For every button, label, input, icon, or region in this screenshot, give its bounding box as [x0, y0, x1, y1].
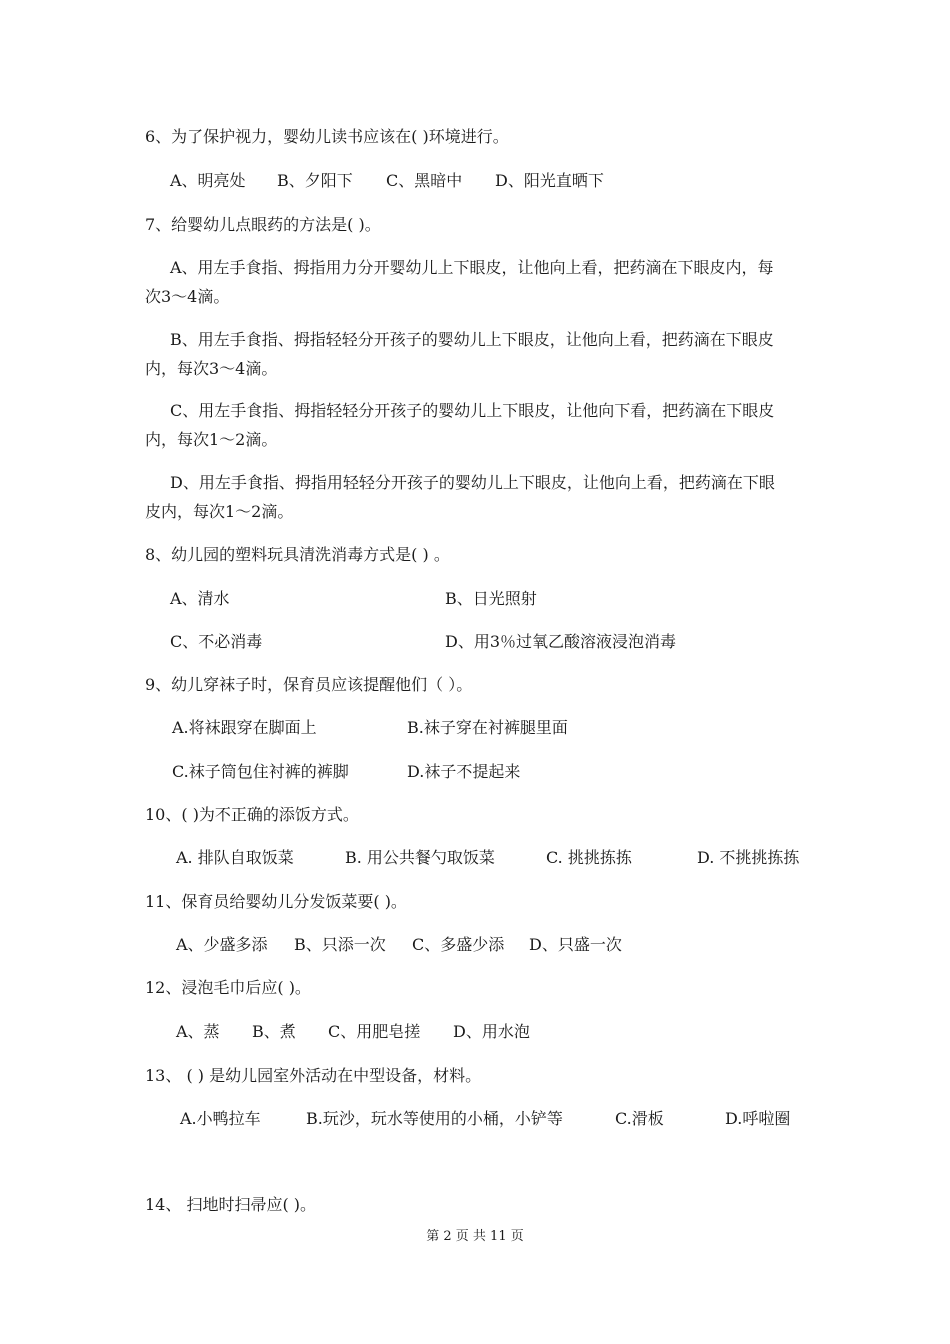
question-11-option-b: B、只添一次	[294, 935, 386, 954]
question-9-stem: 9、幼儿穿袜子时，保育员应该提醒他们（ ）。	[145, 675, 473, 694]
question-8-option-d: D、用3％过氧乙酸溶液浸泡消毒	[445, 632, 677, 651]
question-6-option-a: A、明亮处	[170, 171, 246, 190]
question-8-option-c: C、不必消毒	[170, 632, 263, 651]
question-11-option-c: C、多盛少添	[412, 935, 505, 954]
question-12-option-a: A、蒸	[176, 1022, 220, 1041]
question-14-stem: 14、 扫地时扫帚应( )。	[145, 1195, 317, 1214]
question-10-option-d: D. 不挑挑拣拣	[697, 848, 800, 867]
question-7-option-d-line-2: 皮内，每次1～2滴。	[145, 502, 294, 521]
question-9-option-c: C.袜子筒包住衬裤的裤脚	[172, 762, 349, 781]
question-11-option-d: D、只盛一次	[529, 935, 622, 954]
page-number-footer: 第 2 页 共 11 页	[426, 1229, 524, 1244]
question-6-option-c: C、黑暗中	[386, 171, 463, 190]
question-9-option-d: D.袜子不提起来	[407, 762, 521, 781]
question-7-option-b-line-1: B、用左手食指、拇指轻轻分开孩子的婴幼儿上下眼皮，让他向上看，把药滴在下眼皮	[170, 330, 774, 349]
question-8-option-a: A、清水	[170, 589, 230, 608]
question-7-stem: 7、给婴幼儿点眼药的方法是( )。	[145, 215, 381, 234]
question-10-stem: 10、( )为不正确的添饭方式。	[145, 805, 359, 824]
question-7-option-a-line-2: 次3～4滴。	[145, 287, 230, 306]
question-12-option-d: D、用水泡	[453, 1022, 530, 1041]
question-6-option-d: D、阳光直晒下	[495, 171, 604, 190]
question-6-stem: 6、为了保护视力，婴幼儿读书应该在( )环境进行。	[145, 127, 509, 146]
question-13-option-a: A.小鸭拉车	[180, 1109, 261, 1128]
question-13-option-b: B.玩沙，玩水等使用的小桶，小铲等	[306, 1109, 563, 1128]
question-8-option-b: B、日光照射	[445, 589, 537, 608]
question-7-option-b-line-2: 内，每次3～4滴。	[145, 359, 278, 378]
question-10-option-b: B. 用公共餐勺取饭菜	[345, 848, 495, 867]
question-7-option-c-line-1: C、用左手食指、拇指轻轻分开孩子的婴幼儿上下眼皮，让他向下看，把药滴在下眼皮	[170, 401, 775, 420]
question-9-option-a: A.将袜跟穿在脚面上	[172, 718, 317, 737]
question-12-option-c: C、用肥皂搓	[328, 1022, 421, 1041]
question-12-option-b: B、煮	[252, 1022, 296, 1041]
question-11-option-a: A、少盛多添	[176, 935, 268, 954]
question-8-stem: 8、幼儿园的塑料玩具清洗消毒方式是( ) 。	[145, 545, 450, 564]
question-13-option-c: C.滑板	[615, 1109, 664, 1128]
question-13-option-d: D.呼啦圈	[725, 1109, 791, 1128]
question-12-stem: 12、浸泡毛巾后应( )。	[145, 978, 311, 997]
question-9-option-b: B.袜子穿在衬裤腿里面	[407, 718, 568, 737]
question-10-option-a: A. 排队自取饭菜	[176, 848, 294, 867]
question-7-option-c-line-2: 内，每次1～2滴。	[145, 430, 278, 449]
question-7-option-a-line-1: A、用左手食指、拇指用力分开婴幼儿上下眼皮，让他向上看，把药滴在下眼皮内，每	[170, 258, 774, 277]
question-13-stem: 13、 ( ) 是幼儿园室外活动在中型设备，材料。	[145, 1066, 482, 1085]
question-6-option-b: B、夕阳下	[277, 171, 353, 190]
question-7-option-d-line-1: D、用左手食指、拇指用轻轻分开孩子的婴幼儿上下眼皮，让他向上看，把药滴在下眼	[170, 473, 775, 492]
question-11-stem: 11、保育员给婴幼儿分发饭菜要( )。	[145, 892, 407, 911]
question-10-option-c: C. 挑挑拣拣	[546, 848, 632, 867]
